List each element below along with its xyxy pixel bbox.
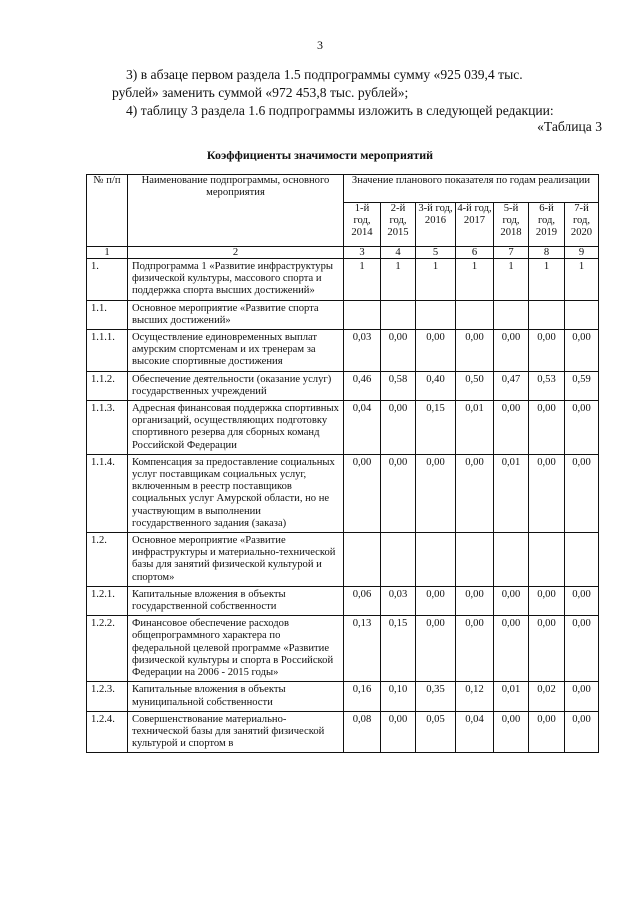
row-number: 1.1.1. bbox=[87, 330, 128, 372]
row-value: 0,50 bbox=[456, 371, 494, 400]
row-value: 0,00 bbox=[494, 401, 529, 455]
row-value bbox=[494, 300, 529, 329]
row-value: 0,00 bbox=[565, 711, 599, 753]
row-value: 0,00 bbox=[416, 330, 456, 372]
row-value: 0,00 bbox=[529, 711, 565, 753]
header-name: Наименование подпрограммы, основного мероприятия bbox=[128, 175, 344, 247]
row-number: 1.1. bbox=[87, 300, 128, 329]
row-value: 0,00 bbox=[565, 454, 599, 532]
row-value: 0,02 bbox=[529, 682, 565, 711]
row-value: 0,01 bbox=[494, 454, 529, 532]
header-year: 4-й год, 2017 bbox=[456, 203, 494, 247]
row-number: 1. bbox=[87, 259, 128, 301]
row-value: 0,58 bbox=[381, 371, 416, 400]
row-value: 0,00 bbox=[416, 616, 456, 682]
row-name: Компенсация за предоставление социальных услуг поставщикам социальных услуг, включенным в реестр поставщиков социальных услуг Амурской области, но не участвующим в выполнении государственного задания (заказа) bbox=[128, 454, 344, 532]
row-value: 0,00 bbox=[529, 330, 565, 372]
row-value: 0,00 bbox=[456, 454, 494, 532]
row-value bbox=[565, 533, 599, 587]
row-value: 0,00 bbox=[565, 586, 599, 615]
table-row bbox=[87, 454, 599, 532]
table-row bbox=[87, 330, 599, 372]
column-number: 4 bbox=[381, 247, 416, 259]
row-value bbox=[381, 300, 416, 329]
row-value: 0,46 bbox=[344, 371, 381, 400]
row-value: 0,00 bbox=[456, 616, 494, 682]
header-values-group: Значение планового показателя по годам реализации bbox=[344, 175, 599, 203]
row-value: 0,00 bbox=[381, 711, 416, 753]
row-number: 1.1.4. bbox=[87, 454, 128, 532]
row-value: 1 bbox=[494, 259, 529, 301]
row-value: 0,00 bbox=[381, 454, 416, 532]
column-number: 6 bbox=[456, 247, 494, 259]
column-number: 7 bbox=[494, 247, 529, 259]
column-number: 8 bbox=[529, 247, 565, 259]
row-number: 1.2. bbox=[87, 533, 128, 587]
row-name: Основное мероприятие «Развитие спорта высших достижений» bbox=[128, 300, 344, 329]
significance-table bbox=[86, 174, 599, 753]
row-value: 0,00 bbox=[416, 586, 456, 615]
row-value: 1 bbox=[344, 259, 381, 301]
row-number: 1.2.2. bbox=[87, 616, 128, 682]
row-value: 1 bbox=[416, 259, 456, 301]
row-name: Капитальные вложения в объекты муниципальной собственности bbox=[128, 682, 344, 711]
row-number: 1.2.1. bbox=[87, 586, 128, 615]
row-number: 1.1.2. bbox=[87, 371, 128, 400]
row-value: 0,01 bbox=[494, 682, 529, 711]
row-name: Капитальные вложения в объекты государственной собственности bbox=[128, 586, 344, 615]
row-value bbox=[456, 300, 494, 329]
row-value: 0,00 bbox=[529, 401, 565, 455]
table-row bbox=[87, 401, 599, 455]
header-year: 2-й год, 2015 bbox=[381, 203, 416, 247]
header-year: 5-й год, 2018 bbox=[494, 203, 529, 247]
paragraph-1: 3) в абзаце первом раздела 1.5 подпрограммы сумму «925 039,4 тыс. bbox=[126, 67, 523, 82]
row-value: 0,06 bbox=[344, 586, 381, 615]
row-value: 0,00 bbox=[494, 330, 529, 372]
row-value bbox=[494, 533, 529, 587]
row-value: 1 bbox=[456, 259, 494, 301]
column-number: 5 bbox=[416, 247, 456, 259]
table-row bbox=[87, 259, 599, 301]
row-value: 0,35 bbox=[416, 682, 456, 711]
column-number: 3 bbox=[344, 247, 381, 259]
table-label: «Таблица 3 bbox=[537, 119, 602, 134]
table-row bbox=[87, 586, 599, 615]
row-value bbox=[529, 533, 565, 587]
row-value bbox=[416, 533, 456, 587]
row-value: 0,00 bbox=[344, 454, 381, 532]
row-value bbox=[565, 300, 599, 329]
row-value: 0,12 bbox=[456, 682, 494, 711]
row-name: Обеспечение деятельности (оказание услуг) государственных учреждений bbox=[128, 371, 344, 400]
row-value: 0,00 bbox=[529, 616, 565, 682]
row-value: 0,03 bbox=[381, 586, 416, 615]
header-year: 6-й год, 2019 bbox=[529, 203, 565, 247]
header-year: 3-й год, 2016 bbox=[416, 203, 456, 247]
header-num: № п/п bbox=[87, 175, 128, 247]
row-value: 0,47 bbox=[494, 371, 529, 400]
page-number: 3 bbox=[317, 38, 323, 52]
table-row bbox=[87, 533, 599, 587]
table-row bbox=[87, 371, 599, 400]
header-year: 7-й год, 2020 bbox=[565, 203, 599, 247]
row-name: Осуществление единовременных выплат амурским спортсменам и их тренерам за высокие спортивные достижения bbox=[128, 330, 344, 372]
column-number: 2 bbox=[128, 247, 344, 259]
row-value: 0,15 bbox=[381, 616, 416, 682]
row-value bbox=[456, 533, 494, 587]
row-value bbox=[529, 300, 565, 329]
row-value: 0,13 bbox=[344, 616, 381, 682]
row-value: 0,40 bbox=[416, 371, 456, 400]
row-value: 0,04 bbox=[456, 711, 494, 753]
row-value bbox=[344, 533, 381, 587]
row-value: 0,53 bbox=[529, 371, 565, 400]
row-value: 0,05 bbox=[416, 711, 456, 753]
table-title: Коэффициенты значимости мероприятий bbox=[206, 148, 434, 162]
row-name: Основное мероприятие «Развитие инфраструктуры и материально-технической базы для занятий физической культурой и спортом» bbox=[128, 533, 344, 587]
table-row bbox=[87, 711, 599, 753]
row-value bbox=[344, 300, 381, 329]
row-value: 0,15 bbox=[416, 401, 456, 455]
table-row bbox=[87, 616, 599, 682]
row-value: 0,00 bbox=[565, 616, 599, 682]
row-number: 1.2.3. bbox=[87, 682, 128, 711]
row-name: Финансовое обеспечение расходов общепрограммного характера по федеральной целевой программе «Развитие физической культуры и спорта в Российской Федерации на 2006 - 2015 годы» bbox=[128, 616, 344, 682]
row-name: Совершенствование материально-технической базы для занятий физической культурой и спортом в bbox=[128, 711, 344, 753]
row-value: 0,00 bbox=[565, 330, 599, 372]
row-value: 0,03 bbox=[344, 330, 381, 372]
row-number: 1.1.3. bbox=[87, 401, 128, 455]
row-value: 0,00 bbox=[456, 330, 494, 372]
row-value: 0,00 bbox=[529, 586, 565, 615]
row-value: 0,00 bbox=[494, 616, 529, 682]
row-number: 1.2.4. bbox=[87, 711, 128, 753]
table-row bbox=[87, 682, 599, 711]
row-value: 0,10 bbox=[381, 682, 416, 711]
column-number: 1 bbox=[87, 247, 128, 259]
row-value: 0,00 bbox=[565, 401, 599, 455]
row-name: Адресная финансовая поддержка спортивных организаций, осуществляющих подготовку спортивного резерва для сборных команд Российской Федерации bbox=[128, 401, 344, 455]
column-number: 9 bbox=[565, 247, 599, 259]
row-name: Подпрограмма 1 «Развитие инфраструктуры физической культуры, массового спорта и поддержка спорта высших достижений» bbox=[128, 259, 344, 301]
row-value: 0,00 bbox=[494, 711, 529, 753]
row-value: 0,00 bbox=[381, 401, 416, 455]
header-year: 1-й год, 2014 bbox=[344, 203, 381, 247]
row-value: 0,00 bbox=[456, 586, 494, 615]
row-value: 0,00 bbox=[381, 330, 416, 372]
row-value: 0,00 bbox=[565, 682, 599, 711]
row-value: 0,04 bbox=[344, 401, 381, 455]
row-value: 0,01 bbox=[456, 401, 494, 455]
row-value bbox=[381, 533, 416, 587]
paragraph-2: рублей» заменить суммой «972 453,8 тыс. рублей»; bbox=[112, 85, 409, 100]
row-value: 0,00 bbox=[416, 454, 456, 532]
row-value: 0,00 bbox=[529, 454, 565, 532]
row-value: 1 bbox=[565, 259, 599, 301]
row-value: 0,59 bbox=[565, 371, 599, 400]
row-value: 0,00 bbox=[494, 586, 529, 615]
row-value: 1 bbox=[529, 259, 565, 301]
row-value: 1 bbox=[381, 259, 416, 301]
row-value: 0,16 bbox=[344, 682, 381, 711]
paragraph-3: 4) таблицу 3 раздела 1.6 подпрограммы изложить в следующей редакции: bbox=[126, 103, 554, 118]
row-value: 0,08 bbox=[344, 711, 381, 753]
row-value bbox=[416, 300, 456, 329]
table-row bbox=[87, 300, 599, 329]
